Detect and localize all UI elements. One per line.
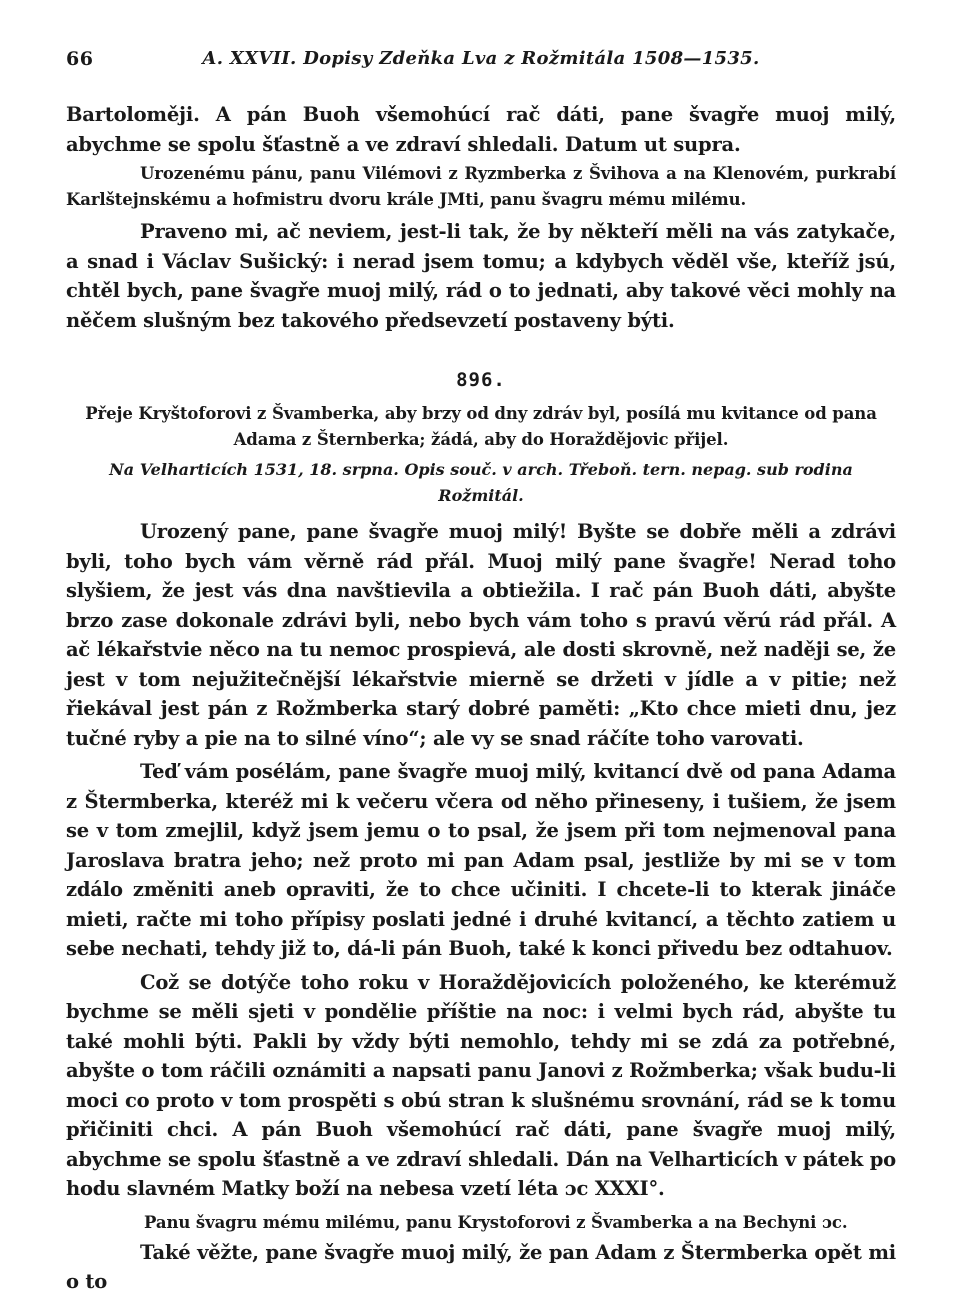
letter-postscript-start: Také věžte, pane švagře muoj milý, že pan Adam z Štermberka opět mi o to bbox=[66, 1240, 896, 1293]
letter-paragraph: Urozený pane, pane švagře muoj milý! Byšte se dobře měli a zdrávi byli, toho bych vám věrně rád přál. Muoj milý pane švagře! Nerad toho slyšiem, že jest vás dna navštievila a obtiežila. I rač pán Buoh dáti, abyšte brzo zase dokonale zdrávi byli, nebo bych vám toho s pravú věrú rád přál. A ač lékařstvie něco na tu nemoc prospievá, ale dosti skrovně, než naději se, že jest v tom nejužitečnější lékařstvie mierně se držeti v jídle a v pitie; než řiekával jest pán z Rožmberka starý dobré paměti: „Kto chce mieti dnu, jez tučné ryby a pie na to silné víno“; ale vy se snad ráčíte toho varovati. bbox=[66, 520, 896, 750]
letter-number: 896. bbox=[456, 369, 506, 391]
previous-letter-closing: Bartoloměji. A pán Buoh všemohúcí rač dáti, pane švagře muoj milý, abychme se spolu šťastně a ve zdraví shledali. Datum ut supra. bbox=[66, 103, 896, 156]
letter-regest: Přeje Kryštoforovi z Švamberka, aby brzy od dny zdráv byl, posílá mu kvitance od pana Adama z Šternberka; žádá, aby do Horaždějovic přijel. bbox=[85, 404, 877, 449]
letter-paragraph: Teď vám posélám, pane švagře muoj milý, kvitancí dvě od pana Adama z Štermberka, kteréž mi k večeru včera od něho přineseny, i tušiem, že jsem se v tom zmejlil, když jsem jemu o to psal, že jsem při tom nejmenoval pana Jaroslava bratra jeho; než proto mi pan Adam psal, jestliže by mi se v tom zdálo změniti aneb opraviti, že to chce učiniti. I chcete-li to kterak jináče mieti, račte mi toho přípisy poslati jedné i druhé kvitancí, a těchto zatiem u sebe nechati, tehdy již to, dá-li pán Buoh, také k konci přivedu bez odtahuov. bbox=[66, 760, 896, 960]
letter-source-note: Na Velharticích 1531, 18. srpna. Opis souč. v arch. Třeboň. tern. nepag. sub rodina Rožmitál. bbox=[109, 460, 853, 505]
page-number: 66 bbox=[66, 48, 94, 70]
previous-letter-address: Urozenému pánu, panu Vilémovi z Ryzmberka z Švihova a na Klenovém, purkrabí Karlštejnskému a hofmistru dvoru krále JMti, panu švagru mému milému. bbox=[66, 164, 896, 209]
letter-address: Panu švagru mému milému, panu Krystoforovi z Švamberka a na Bechyni ɔc. bbox=[144, 1212, 848, 1232]
running-title: A. XXVII. Dopisy Zdeňka Lva z Rožmitála 1508—1535. bbox=[202, 48, 760, 69]
previous-letter-postscript: Praveno mi, ač neviem, jest-li tak, že by někteří měli na vás zatykače, a snad i Václav Sušický: i nerad jsem tomu; a kdybych věděl vše, kteříž jsú, chtěl bych, pane švagře muoj milý, rád o to jednati, aby takové věci mohly na něčem slušným bez takového předsevzetí postaveny býti. bbox=[66, 220, 896, 332]
letter-paragraph: Což se dotýče toho roku v Horaždějovicích položeného, ke kterémuž bychme se měli sjeti v pondělie příštie na noc: i velmi bych rád, abyšte tu také mohli býti. Pakli by vždy býti nemohlo, tehdy mi se zdá za potřebné, abyšte o tom ráčili oznámiti a napsati panu Janovi z Rožmberka; však budu-li moci co proto v tom prospěti s obú stran k slušnému srovnání, rád se k tomu přičiniti chci. A pán Buoh všemohúcí rač dáti, pane švagře muoj milý, abychme se spolu šťastně a ve zdraví shledali. Dán na Velharticích v pátek po hodu slavném Matky boží na nebesa vzetí léta ɔc XXXI°. bbox=[66, 970, 896, 1200]
running-head bbox=[66, 48, 896, 74]
page-body bbox=[66, 100, 896, 1297]
